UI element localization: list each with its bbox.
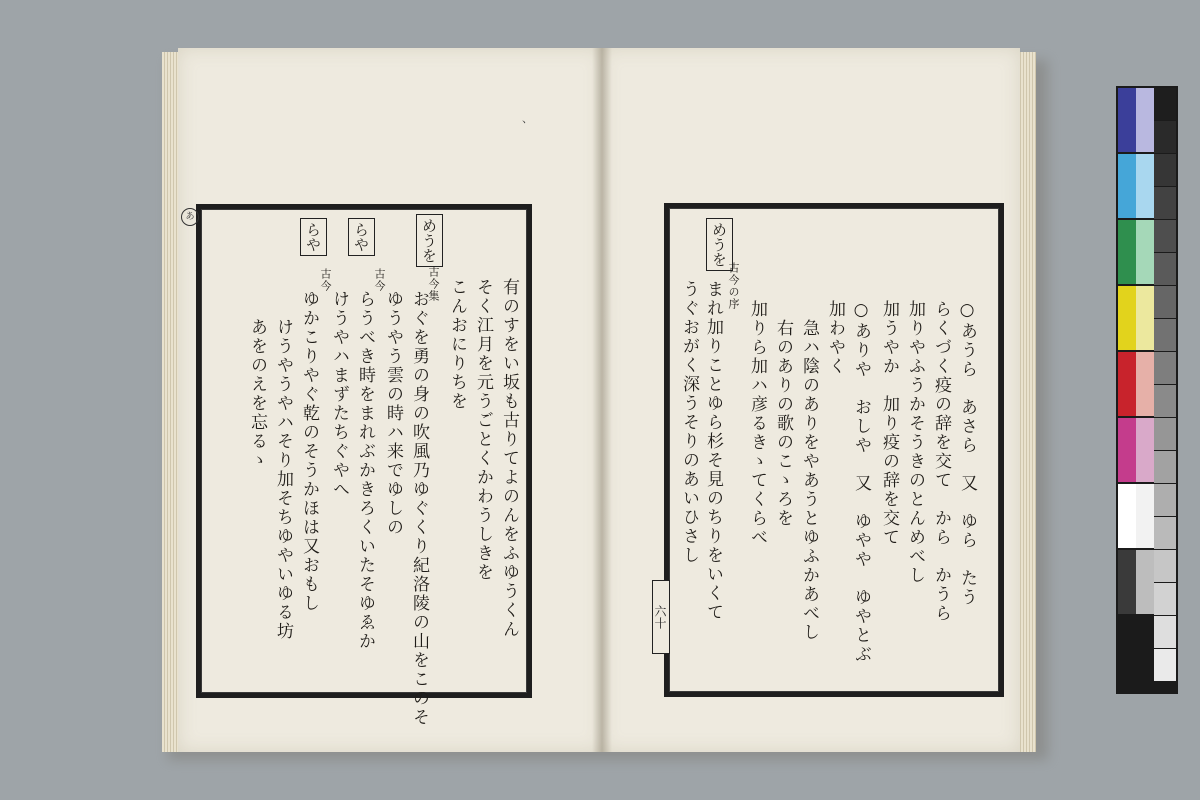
gray-step [1154, 319, 1176, 351]
text-column: らうべき時をまれぶかきろくいたそゆゑか [355, 290, 375, 651]
text-column: こんおにりちを [447, 278, 467, 411]
heading-label: らや [300, 218, 327, 256]
color-swatch [1118, 352, 1136, 416]
text-column: ○ありや おしや 又 ゆやや ゆやとぶ [851, 300, 871, 664]
text-column: あをのえを忘るゝ [247, 318, 267, 470]
text-column: まれ加りことゆら杉そ見のちりをいくて [703, 280, 723, 622]
text-column: ゆうやう雲の時ハ来でゆしの [383, 290, 403, 537]
gray-step [1154, 517, 1176, 549]
text-column: けうやハまずたちぐやへ [329, 290, 349, 499]
gray-step [1154, 121, 1176, 153]
text-column: 右のありの歌のこゝろを [773, 300, 793, 528]
text-column: 加りら加ハ彦るきゝてくらべ [747, 300, 767, 547]
gray-step [1154, 649, 1176, 681]
gray-step [1154, 88, 1176, 120]
color-swatch-light [1136, 418, 1154, 482]
text-column: ○あうら あさら 又 ゆら たう [957, 300, 977, 607]
gray-step [1154, 286, 1176, 318]
color-swatch-light [1136, 484, 1154, 548]
source-note: 古今の序 [727, 262, 740, 310]
heading-label: らや [348, 218, 375, 256]
source-note: 古今 [373, 268, 386, 292]
page-folio: 六十 [652, 580, 670, 654]
text-column: うぐおがく深うそりのあいひさし [679, 280, 699, 565]
text-column: 有のすをい坂も古りてよのんをふゆうくん [499, 278, 519, 639]
color-swatch [1118, 154, 1136, 218]
text-column: 加わやく [825, 300, 845, 376]
gray-step [1154, 550, 1176, 582]
ownership-seal: あ [181, 208, 199, 226]
gray-step [1154, 385, 1176, 417]
gray-step [1154, 220, 1176, 252]
text-column: らくづく疫の辞を交て から かうら [931, 300, 951, 623]
color-swatch [1118, 88, 1136, 152]
ink-mark: 、 [522, 112, 533, 125]
color-swatch [1118, 484, 1136, 548]
color-swatch-light [1136, 352, 1154, 416]
gray-step [1154, 253, 1176, 285]
gray-step [1154, 583, 1176, 615]
gray-step [1154, 484, 1176, 516]
text-column: そく江月を元うごとくかわうしきを [473, 278, 493, 582]
color-swatch [1118, 418, 1136, 482]
color-swatch [1118, 220, 1136, 284]
source-note: 古今集 [427, 266, 440, 302]
gray-step [1154, 418, 1176, 450]
heading-label: めうを [706, 218, 733, 271]
gray-step [1154, 154, 1176, 186]
gray-step [1154, 451, 1176, 483]
text-column: けうやうやハそり加そちゆやいゆる坊 [273, 318, 293, 641]
color-swatch-light [1136, 286, 1154, 350]
text-column: 加うやか 加り疫の辞を交て [879, 300, 899, 547]
color-swatch [1118, 286, 1136, 350]
book-gutter [592, 48, 612, 752]
heading-label: めうを [416, 214, 443, 267]
gray-step [1154, 352, 1176, 384]
color-swatch-light [1136, 154, 1154, 218]
text-column: 急ハ陰のありをやあうとゆふかあべし [799, 300, 819, 642]
source-note: 古今 [319, 268, 332, 292]
color-swatch [1118, 550, 1136, 614]
gray-step [1154, 616, 1176, 648]
gray-step [1154, 187, 1176, 219]
text-column: 加りやふうかそうきのとんめべし [905, 300, 925, 585]
color-swatch-light [1136, 220, 1154, 284]
text-column: おぐを勇の身の吹風乃ゆぐくり紀洛陵の山をこのそ [409, 290, 429, 727]
color-swatch-light [1136, 550, 1154, 614]
right-page-edges [1018, 52, 1036, 752]
color-swatch-light [1136, 88, 1154, 152]
text-column: ゆかこりやぐ乾のそうかほは又おもし [299, 290, 319, 613]
